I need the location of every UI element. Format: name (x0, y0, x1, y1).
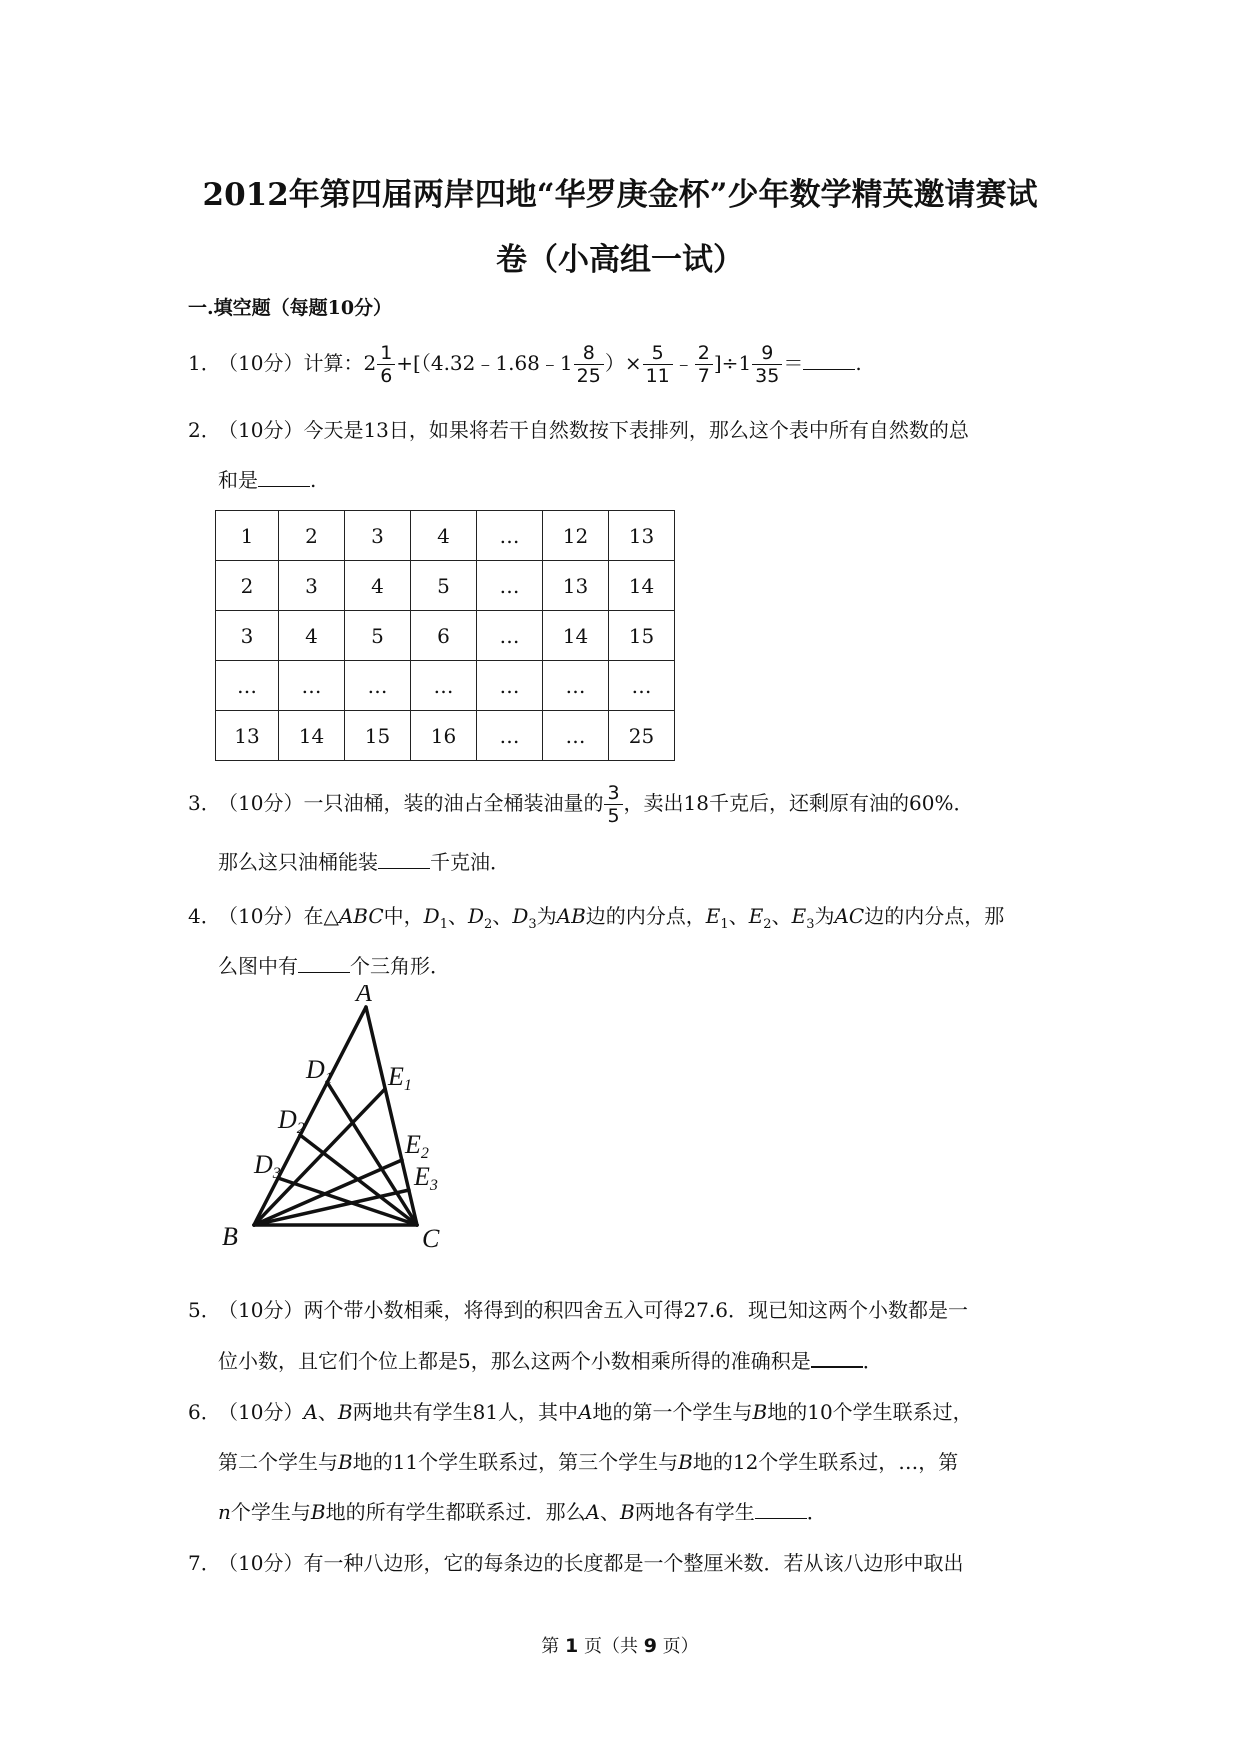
separator: 、 (448, 904, 468, 928)
q4-line2a: 么图中有 (218, 954, 298, 978)
denominator: 6 (380, 365, 393, 387)
numerator: 2 (695, 342, 713, 365)
label-b: B (222, 1222, 238, 1251)
separator: 、 (492, 904, 513, 928)
table-cell: 4 (279, 611, 345, 661)
q3-line2b: 千克油． (430, 850, 510, 874)
q6-text-3b: 地的所有学生都联系过．那么 (325, 1500, 586, 1524)
q3-text-b: ，卖出18千克后，还剩原有油的60%． (623, 791, 974, 815)
question-5 (188, 1296, 968, 1324)
q6-score: （10分） (218, 1400, 304, 1424)
subscript: 3 (528, 917, 537, 932)
table-cell: … (279, 661, 345, 711)
table-cell: … (543, 711, 609, 761)
page-total: 9 (643, 1635, 657, 1657)
question-7 (188, 1549, 963, 1577)
numerator: 9 (752, 342, 782, 365)
table-cell: 14 (279, 711, 345, 761)
place-b: B (620, 1500, 635, 1524)
subscript: 1 (720, 917, 729, 932)
q1-whole-2: 1 (559, 351, 573, 375)
q1-whole-5: 1 (738, 351, 752, 375)
table-cell: 13 (543, 561, 609, 611)
separator: 、 (771, 904, 792, 928)
question-number: 5． (188, 1298, 221, 1322)
q5-line1: （10分）两个带小数相乘，将得到的积四舍五入可得27.6．现已知这两个小数都是一 (218, 1298, 968, 1322)
table-cell: 16 (411, 711, 477, 761)
subscript: 2 (484, 917, 493, 932)
side-ab: AB (556, 904, 586, 928)
table-cell: 15 (345, 711, 411, 761)
denominator: 5 (607, 805, 620, 827)
separator: 、 (317, 1400, 338, 1424)
label-e1: E1 (388, 1062, 412, 1094)
table-cell: 14 (543, 611, 609, 661)
subscript: 3 (806, 917, 815, 932)
point-e3: E (791, 904, 807, 928)
numerator: 3 (604, 782, 622, 805)
question-1 (188, 342, 862, 387)
question-3 (188, 782, 973, 827)
q1-end: . (855, 351, 862, 375)
answer-blank[interactable] (803, 351, 855, 370)
q2-line2a: 和是 (218, 468, 258, 492)
point-d2: D (468, 904, 485, 928)
table-cell: … (411, 661, 477, 711)
q4-text-d3: 边的内分点，那 (864, 904, 1005, 928)
table-cell: … (477, 511, 543, 561)
q6-text-d: 地的第一个学生与 (592, 1400, 753, 1424)
cevian-b-e1 (254, 1089, 385, 1225)
table-cell: … (477, 661, 543, 711)
table-cell: … (477, 711, 543, 761)
label-a: A (356, 985, 372, 1007)
question-number: 1． (188, 351, 221, 375)
paper-title-line1: 2012年第四届两岸四地“华罗庚金杯”少年数学精英邀请赛试 (202, 177, 1038, 213)
table-cell: 3 (279, 561, 345, 611)
q1-fraction-2 (574, 342, 604, 387)
label-d3: D3 (254, 1150, 281, 1182)
separator: 、 (600, 1500, 621, 1524)
place-a: A (578, 1400, 593, 1424)
q1-fraction-4 (695, 342, 713, 387)
q1-fraction-1 (377, 342, 395, 387)
table-row (216, 711, 675, 761)
table-cell: 12 (543, 511, 609, 561)
q1-score: （10分）计算： (218, 351, 364, 375)
q1-text-3: ）× (604, 351, 642, 375)
q6-text-2a: 第二个学生与 (218, 1450, 338, 1474)
point-e2: E (748, 904, 764, 928)
q1-text-6: ＝ (783, 351, 804, 375)
triangle-figure (220, 985, 480, 1255)
point-d1: D (423, 904, 440, 928)
q1-fraction-3 (643, 342, 673, 387)
q6-text-2b: 地的11个学生联系过，第三个学生与 (352, 1450, 679, 1474)
question-4 (188, 902, 1004, 939)
subscript: 2 (763, 917, 772, 932)
footer-text-b: 页（共 (578, 1636, 644, 1657)
table-cell: 15 (609, 611, 675, 661)
subscript: 1 (439, 917, 448, 932)
q4-text-b: 中， (383, 904, 424, 928)
table-cell: … (216, 661, 279, 711)
q1-whole-1: 2 (363, 351, 377, 375)
q2-line1: （10分）今天是13日，如果将若干自然数按下表排列，那么这个表中所有自然数的总 (218, 418, 969, 442)
q1-text-4: ﹣ (673, 351, 694, 375)
q3-text-a: （10分）一只油桶，装的油占全桶装油量的 (218, 791, 604, 815)
table-cell: 14 (609, 561, 675, 611)
section-heading: 一.填空题（每题10分） (188, 297, 393, 319)
page-footer (0, 1632, 1240, 1658)
question-4-line2 (218, 952, 450, 980)
table-cell: 1 (216, 511, 279, 561)
table-cell: … (477, 611, 543, 661)
numerator: 1 (377, 342, 395, 365)
table-cell: 5 (345, 611, 411, 661)
label-c: C (422, 1224, 440, 1253)
q5-line2b: ． (862, 1349, 883, 1373)
q6-text-2c: 地的12个学生联系过，…，第 (692, 1450, 959, 1474)
label-d1: D1 (306, 1055, 333, 1087)
place-b: B (338, 1450, 353, 1474)
table-cell: 4 (345, 561, 411, 611)
table-row (216, 561, 675, 611)
question-5-line2 (218, 1347, 883, 1375)
table-cell: 4 (411, 511, 477, 561)
table-cell: 2 (279, 511, 345, 561)
q3-line2a: 那么这只油桶能装 (218, 850, 378, 874)
q6-text-3d: ． (806, 1500, 827, 1524)
question-6-line3 (218, 1498, 827, 1526)
table-cell: 5 (411, 561, 477, 611)
label-d2: D2 (278, 1105, 305, 1137)
answer-blank[interactable] (811, 1348, 863, 1368)
q6-text-c: 两地共有学生81人，其中 (352, 1400, 579, 1424)
footer-text-a: 第 (541, 1636, 566, 1657)
number-table (215, 510, 675, 761)
q7-line1: （10分）有一种八边形，它的每条边的长度都是一个整厘米数．若从该八边形中取出 (218, 1551, 964, 1575)
place-b: B (752, 1400, 768, 1424)
question-number: 6． (188, 1400, 221, 1424)
table-cell: … (543, 661, 609, 711)
table-row (216, 511, 675, 561)
answer-blank[interactable] (298, 954, 350, 973)
place-b: B (678, 1450, 693, 1474)
q1-fraction-5 (752, 342, 782, 387)
page-number: 1 (565, 1635, 579, 1657)
place-a: A (585, 1500, 601, 1524)
question-6-line2 (218, 1448, 958, 1476)
label-e3: E3 (414, 1162, 438, 1194)
q4-text-a: （10分）在△ (218, 904, 339, 928)
q2-line2b: . (310, 468, 317, 492)
numerator: 5 (643, 342, 673, 365)
denominator: 35 (755, 365, 780, 387)
question-number: 3． (188, 791, 221, 815)
footer-text-c: 页） (656, 1636, 699, 1657)
table-cell: 13 (609, 511, 675, 561)
point-d3: D (512, 904, 529, 928)
separator: 、 (728, 904, 749, 928)
question-2-line2 (218, 466, 316, 494)
q4-line2b: 个三角形． (350, 954, 450, 978)
table-cell: 6 (411, 611, 477, 661)
denominator: 25 (576, 365, 601, 387)
q1-text-2: +[（4.32﹣1.68﹣ (396, 351, 560, 375)
place-b: B (337, 1400, 353, 1424)
question-3-line2 (218, 848, 510, 876)
table-cell: 2 (216, 561, 279, 611)
table-cell: 25 (609, 711, 675, 761)
q5-line2a: 位小数，且它们个位上都是5，那么这两个小数相乘所得的准确积是 (218, 1349, 811, 1373)
q6-text-3a: 个学生与 (230, 1500, 311, 1524)
table-cell: 3 (345, 511, 411, 561)
place-a: A (303, 1400, 318, 1424)
side-ac: AC (834, 904, 865, 928)
label-e2: E2 (405, 1130, 429, 1162)
variable-n: n (218, 1500, 231, 1524)
table-cell: … (345, 661, 411, 711)
answer-blank[interactable] (378, 850, 430, 869)
paper-title-line2: 卷（小高组一试） (496, 242, 744, 278)
question-number: 4． (188, 904, 221, 928)
table-cell: … (477, 561, 543, 611)
place-b: B (310, 1500, 326, 1524)
q4-text-c: 为 (536, 904, 557, 928)
table-cell: 13 (216, 711, 279, 761)
denominator: 11 (645, 365, 670, 387)
q6-text-e: 地的10个学生联系过， (767, 1400, 973, 1424)
question-number: 7． (188, 1551, 221, 1575)
table-row (216, 661, 675, 711)
q3-fraction (604, 782, 622, 827)
triangle-name: ABC (338, 904, 384, 928)
question-6 (188, 1398, 973, 1426)
q1-text-5: ]÷ (713, 351, 739, 375)
q4-text-d2: 边的内分点， (585, 904, 706, 928)
table-cell: … (609, 661, 675, 711)
answer-blank[interactable] (258, 468, 310, 487)
numerator: 8 (574, 342, 604, 365)
answer-blank[interactable] (755, 1500, 807, 1519)
question-2 (188, 416, 969, 444)
denominator: 7 (697, 365, 710, 387)
table-row (216, 611, 675, 661)
question-number: 2． (188, 418, 221, 442)
q6-text-3c: 两地各有学生 (634, 1500, 755, 1524)
point-e1: E (705, 904, 721, 928)
q4-text-c2: 为 (814, 904, 835, 928)
table-cell: 3 (216, 611, 279, 661)
